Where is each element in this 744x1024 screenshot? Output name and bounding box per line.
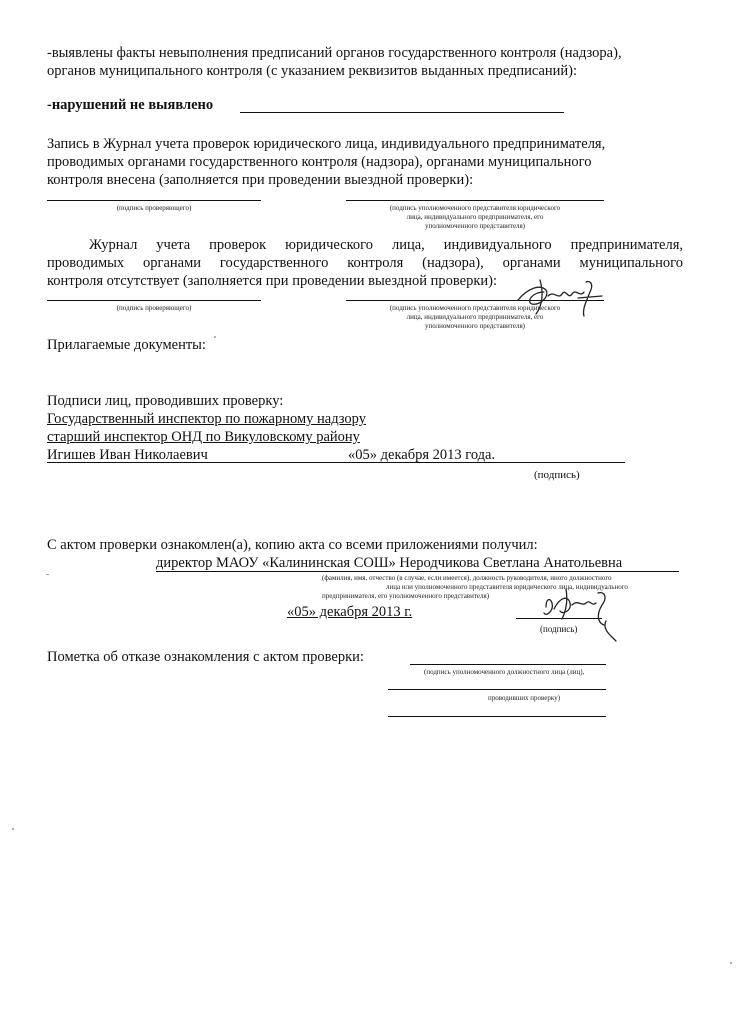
acquainted-person: директор МАОУ «Калининская СОШ» Неродчикова Светлана Анатольевна: [156, 555, 623, 571]
refusal-caption-2: проводивших проверку): [488, 694, 561, 702]
acquainted-caption-2: лица или уполномоченного представителя юридического лица, индивидуального: [386, 583, 628, 591]
inspector-position-1: Государственный инспектор по пожарному надзору: [47, 411, 366, 427]
acquainted-heading: С актом проверки ознакомлен(а), копию акта со всеми приложениями получил:: [47, 537, 538, 553]
inspector-signature-line-2: [47, 300, 261, 301]
representative-caption-1c: уполномоченного представителя): [424, 222, 526, 230]
inspectors-heading: Подписи лиц, проводивших проверку:: [47, 393, 284, 409]
inspector-date: «05» декабря 2013 года.: [348, 447, 496, 463]
attached-documents-label: Прилагаемые документы:: [47, 337, 206, 353]
journal-absent-line-2: проводимых органами государственного контроля (надзора), органами муниципального: [47, 255, 683, 271]
refusal-caption-1: (подпись уполномоченного должностного лица (лиц),: [424, 668, 585, 676]
scan-speck: [12, 828, 14, 830]
representative-caption-1b: лица, индивидуального предпринимателя, его: [406, 213, 544, 221]
representative-caption-2c: уполномоченного представителя): [424, 322, 526, 330]
acquainted-person-underline: [156, 571, 679, 572]
inspector-name: Игишев Иван Николаевич: [47, 447, 208, 463]
inspector-signature-caption: (подпись): [534, 469, 580, 481]
representative-signature-line-1: [346, 200, 604, 201]
journal-absent-line-1: Журнал учета проверок юридического лица, индивидуального предпринимателя,: [89, 237, 683, 253]
representative-caption-1a: (подпись уполномоченного представителя юридического: [389, 204, 561, 212]
journal-entry-line-3: контроля внесена (заполняется при проведении выездной проверки):: [47, 172, 474, 188]
refusal-signature-line: [410, 664, 606, 665]
acquainted-date: «05» декабря 2013 г.: [287, 604, 413, 620]
refusal-second-line: [388, 689, 606, 690]
refusal-label: Пометка об отказе ознакомления с актом проверки:: [47, 649, 364, 665]
inspector-position-2: старший инспектор ОНД по Викуловскому району: [47, 429, 360, 445]
scan-speck: [46, 574, 49, 575]
violations-line-1: -выявлены факты невыполнения предписаний органов государственного контроля (надзора),: [47, 45, 622, 61]
inspector-signature-line-1: [47, 200, 261, 201]
journal-absent-line-3: контроля отсутствует (заполняется при проведении выездной проверки):: [47, 273, 497, 289]
violations-line-2: органов муниципального контроля (с указанием реквизитов выданных предписаний):: [47, 63, 578, 79]
acquainted-caption-1: (фамилия, имя, отчество (в случае, если имеется), должность руководителя, иного должностного: [322, 574, 612, 582]
journal-entry-line-2: проводимых органами государственного контроля (надзора), органами муниципального: [47, 154, 592, 170]
acquainted-signature-caption: (подпись): [540, 624, 578, 634]
representative-caption-2a: (подпись уполномоченного представителя юридического: [389, 304, 561, 312]
no-violations-fill-line: [240, 112, 564, 113]
scan-speck: [730, 962, 732, 964]
refusal-third-line: [388, 716, 606, 717]
journal-entry-line-1: Запись в Журнал учета проверок юридического лица, индивидуального предпринимателя,: [47, 136, 606, 152]
ink-mark: [214, 336, 216, 338]
representative-caption-2b: лица, индивидуального предпринимателя, его: [406, 313, 544, 321]
acquainted-caption-3: предпринимателя, его уполномоченного представителя): [322, 592, 490, 600]
inspector-signature-caption-1: (подпись проверяющего): [116, 204, 192, 212]
handwritten-signature-2: [540, 585, 625, 645]
inspector-signature-caption-2: (подпись проверяющего): [116, 304, 192, 312]
no-violations-label: -нарушений не выявлено: [47, 97, 214, 113]
handwritten-signature-1: [510, 270, 605, 325]
inspector-name-underline: [47, 462, 625, 463]
